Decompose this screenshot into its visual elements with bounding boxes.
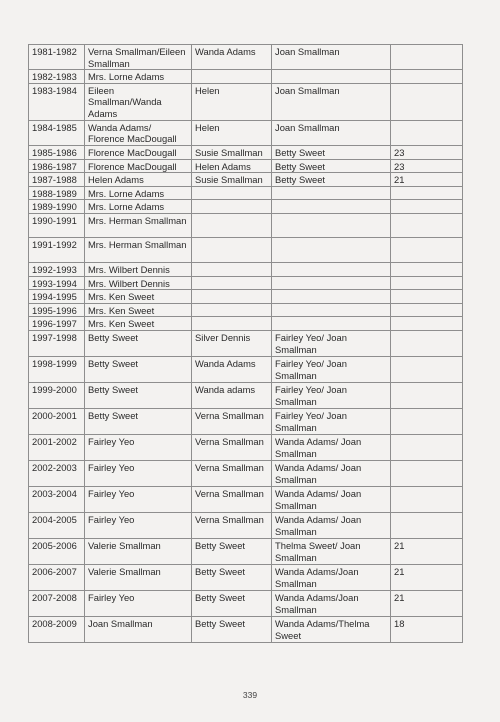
count-cell: 21 bbox=[391, 173, 463, 187]
year-cell: 2000-2001 bbox=[29, 408, 85, 434]
table-row bbox=[29, 262, 463, 276]
count-cell bbox=[391, 262, 463, 276]
officer-cell: Betty Sweet bbox=[192, 564, 272, 590]
year-cell: 2005-2006 bbox=[29, 538, 85, 564]
count-cell bbox=[391, 317, 463, 331]
table-row bbox=[29, 303, 463, 317]
officer-cell: Wanda Adams/ Joan Smallman bbox=[272, 434, 391, 460]
count-cell bbox=[391, 434, 463, 460]
officer-cell: Florence MacDougall bbox=[85, 145, 192, 159]
officer-cell bbox=[272, 290, 391, 304]
count-cell bbox=[391, 486, 463, 512]
year-cell: 1986-1987 bbox=[29, 159, 85, 173]
officer-cell: Fairley Yeo bbox=[85, 434, 192, 460]
officer-cell: Valerie Smallman bbox=[85, 564, 192, 590]
year-cell: 1993-1994 bbox=[29, 276, 85, 290]
officer-cell bbox=[192, 276, 272, 290]
count-cell bbox=[391, 512, 463, 538]
officer-cell: Wanda Adams bbox=[192, 356, 272, 382]
count-cell: 21 bbox=[391, 590, 463, 616]
officer-cell: Helen bbox=[192, 120, 272, 145]
officer-cell: Joan Smallman bbox=[272, 45, 391, 70]
year-cell: 1994-1995 bbox=[29, 290, 85, 304]
year-cell: 1982-1983 bbox=[29, 70, 85, 84]
officer-cell: Wanda Adams/ Joan Smallman bbox=[272, 512, 391, 538]
officer-cell bbox=[192, 317, 272, 331]
officer-cell bbox=[192, 290, 272, 304]
officer-cell bbox=[192, 303, 272, 317]
officer-cell: Fairley Yeo bbox=[85, 512, 192, 538]
table-row bbox=[29, 145, 463, 159]
table-row bbox=[29, 159, 463, 173]
year-cell: 2002-2003 bbox=[29, 460, 85, 486]
officer-cell: Helen Adams bbox=[85, 173, 192, 187]
year-cell: 1983-1984 bbox=[29, 83, 85, 120]
table-row bbox=[29, 317, 463, 331]
officer-cell: Eileen Smallman/Wanda Adams bbox=[85, 83, 192, 120]
year-cell: 1995-1996 bbox=[29, 303, 85, 317]
officer-cell: Betty Sweet bbox=[272, 173, 391, 187]
count-cell bbox=[391, 213, 463, 237]
officers-table-body bbox=[29, 45, 463, 643]
count-cell bbox=[391, 330, 463, 356]
table-row bbox=[29, 408, 463, 434]
year-cell: 1992-1993 bbox=[29, 262, 85, 276]
table-row bbox=[29, 83, 463, 120]
officer-cell: Mrs. Lorne Adams bbox=[85, 70, 192, 84]
count-cell: 21 bbox=[391, 538, 463, 564]
officer-cell: Verna Smallman bbox=[192, 434, 272, 460]
officer-cell bbox=[272, 200, 391, 214]
officer-cell: Mrs. Herman Smallman bbox=[85, 237, 192, 262]
officer-cell bbox=[272, 262, 391, 276]
officers-table bbox=[28, 44, 463, 643]
officer-cell: Wanda adams bbox=[192, 382, 272, 408]
officer-cell: Wanda Adams/ Joan Smallman bbox=[272, 460, 391, 486]
table-row bbox=[29, 512, 463, 538]
officer-cell: Mrs. Lorne Adams bbox=[85, 200, 192, 214]
count-cell bbox=[391, 276, 463, 290]
table-row bbox=[29, 538, 463, 564]
officer-cell bbox=[192, 200, 272, 214]
officer-cell: Mrs. Ken Sweet bbox=[85, 290, 192, 304]
officer-cell: Susie Smallman bbox=[192, 145, 272, 159]
year-cell: 1981-1982 bbox=[29, 45, 85, 70]
officer-cell: Fairley Yeo bbox=[85, 590, 192, 616]
count-cell: 21 bbox=[391, 564, 463, 590]
count-cell bbox=[391, 303, 463, 317]
officer-cell bbox=[272, 70, 391, 84]
table-row bbox=[29, 200, 463, 214]
year-cell: 1984-1985 bbox=[29, 120, 85, 145]
officer-cell: Betty Sweet bbox=[192, 538, 272, 564]
table-row bbox=[29, 460, 463, 486]
officer-cell: Wanda Adams/ Joan Smallman bbox=[272, 486, 391, 512]
count-cell bbox=[391, 186, 463, 200]
officer-cell: Silver Dennis bbox=[192, 330, 272, 356]
count-cell bbox=[391, 237, 463, 262]
year-cell: 2003-2004 bbox=[29, 486, 85, 512]
year-cell: 1987-1988 bbox=[29, 173, 85, 187]
officer-cell: Betty Sweet bbox=[272, 145, 391, 159]
table-row bbox=[29, 434, 463, 460]
officer-cell: Verna Smallman bbox=[192, 408, 272, 434]
table-row bbox=[29, 290, 463, 304]
year-cell: 2006-2007 bbox=[29, 564, 85, 590]
officer-cell: Betty Sweet bbox=[85, 382, 192, 408]
officer-cell bbox=[192, 70, 272, 84]
officer-cell: Verna Smallman bbox=[192, 460, 272, 486]
officer-cell: Betty Sweet bbox=[192, 616, 272, 642]
year-cell: 1985-1986 bbox=[29, 145, 85, 159]
officer-cell: Betty Sweet bbox=[85, 330, 192, 356]
officer-cell: Mrs. Wilbert Dennis bbox=[85, 276, 192, 290]
count-cell: 23 bbox=[391, 159, 463, 173]
table-row bbox=[29, 173, 463, 187]
officer-cell: Mrs. Herman Smallman bbox=[85, 213, 192, 237]
year-cell: 1997-1998 bbox=[29, 330, 85, 356]
count-cell bbox=[391, 356, 463, 382]
count-cell: 23 bbox=[391, 145, 463, 159]
officer-cell: Betty Sweet bbox=[85, 408, 192, 434]
officer-cell: Wanda Adams/Thelma Sweet bbox=[272, 616, 391, 642]
officer-cell: Joan Smallman bbox=[272, 120, 391, 145]
table-row bbox=[29, 590, 463, 616]
officer-cell: Wanda Adams/ Florence MacDougall bbox=[85, 120, 192, 145]
officer-cell bbox=[272, 276, 391, 290]
table-row bbox=[29, 564, 463, 590]
officer-cell: Wanda Adams/Joan Smallman bbox=[272, 590, 391, 616]
officer-cell bbox=[192, 213, 272, 237]
year-cell: 2007-2008 bbox=[29, 590, 85, 616]
officer-cell bbox=[192, 262, 272, 276]
year-cell: 1991-1992 bbox=[29, 237, 85, 262]
year-cell: 1989-1990 bbox=[29, 200, 85, 214]
count-cell bbox=[391, 408, 463, 434]
table-row bbox=[29, 237, 463, 262]
table-row bbox=[29, 356, 463, 382]
officer-cell: Fairley Yeo bbox=[85, 486, 192, 512]
year-cell: 1999-2000 bbox=[29, 382, 85, 408]
officer-cell: Verna Smallman bbox=[192, 512, 272, 538]
table-row bbox=[29, 213, 463, 237]
officer-cell bbox=[272, 213, 391, 237]
officer-cell: Fairley Yeo bbox=[85, 460, 192, 486]
officer-cell bbox=[192, 186, 272, 200]
officer-cell: Valerie Smallman bbox=[85, 538, 192, 564]
officer-cell bbox=[272, 237, 391, 262]
count-cell bbox=[391, 460, 463, 486]
officer-cell bbox=[272, 317, 391, 331]
count-cell bbox=[391, 70, 463, 84]
table-row bbox=[29, 616, 463, 642]
officer-cell: Helen Adams bbox=[192, 159, 272, 173]
year-cell: 1990-1991 bbox=[29, 213, 85, 237]
officer-cell: Verna Smallman bbox=[192, 486, 272, 512]
year-cell: 1988-1989 bbox=[29, 186, 85, 200]
officer-cell: Joan Smallman bbox=[272, 83, 391, 120]
count-cell bbox=[391, 120, 463, 145]
table-row bbox=[29, 120, 463, 145]
officer-cell: Mrs. Wilbert Dennis bbox=[85, 262, 192, 276]
year-cell: 2008-2009 bbox=[29, 616, 85, 642]
year-cell: 1996-1997 bbox=[29, 317, 85, 331]
table-row bbox=[29, 486, 463, 512]
officer-cell: Verna Smallman/Eileen Smallman bbox=[85, 45, 192, 70]
officer-cell bbox=[272, 186, 391, 200]
count-cell bbox=[391, 200, 463, 214]
count-cell bbox=[391, 382, 463, 408]
table-row bbox=[29, 382, 463, 408]
officer-cell: Betty Sweet bbox=[192, 590, 272, 616]
officer-cell: Betty Sweet bbox=[85, 356, 192, 382]
year-cell: 2004-2005 bbox=[29, 512, 85, 538]
year-cell: 2001-2002 bbox=[29, 434, 85, 460]
table-row bbox=[29, 186, 463, 200]
officer-cell: Wanda Adams/Joan Smallman bbox=[272, 564, 391, 590]
officer-cell: Fairley Yeo/ Joan Smallman bbox=[272, 330, 391, 356]
officer-cell: Mrs. Ken Sweet bbox=[85, 317, 192, 331]
officer-cell bbox=[272, 303, 391, 317]
officer-cell bbox=[192, 237, 272, 262]
officer-cell: Susie Smallman bbox=[192, 173, 272, 187]
officer-cell: Fairley Yeo/ Joan Smallman bbox=[272, 382, 391, 408]
year-cell: 1998-1999 bbox=[29, 356, 85, 382]
count-cell: 18 bbox=[391, 616, 463, 642]
officer-cell: Joan Smallman bbox=[85, 616, 192, 642]
officer-cell: Betty Sweet bbox=[272, 159, 391, 173]
officer-cell: Fairley Yeo/ Joan Smallman bbox=[272, 408, 391, 434]
count-cell bbox=[391, 45, 463, 70]
count-cell bbox=[391, 290, 463, 304]
officer-cell: Helen bbox=[192, 83, 272, 120]
table-row bbox=[29, 276, 463, 290]
table-row bbox=[29, 45, 463, 70]
officer-cell: Florence MacDougall bbox=[85, 159, 192, 173]
count-cell bbox=[391, 83, 463, 120]
officer-cell: Fairley Yeo/ Joan Smallman bbox=[272, 356, 391, 382]
officer-cell: Mrs. Lorne Adams bbox=[85, 186, 192, 200]
officer-cell: Thelma Sweet/ Joan Smallman bbox=[272, 538, 391, 564]
officer-cell: Mrs. Ken Sweet bbox=[85, 303, 192, 317]
officer-cell: Wanda Adams bbox=[192, 45, 272, 70]
page-number: 339 bbox=[242, 690, 258, 700]
table-row bbox=[29, 330, 463, 356]
table-row bbox=[29, 70, 463, 84]
